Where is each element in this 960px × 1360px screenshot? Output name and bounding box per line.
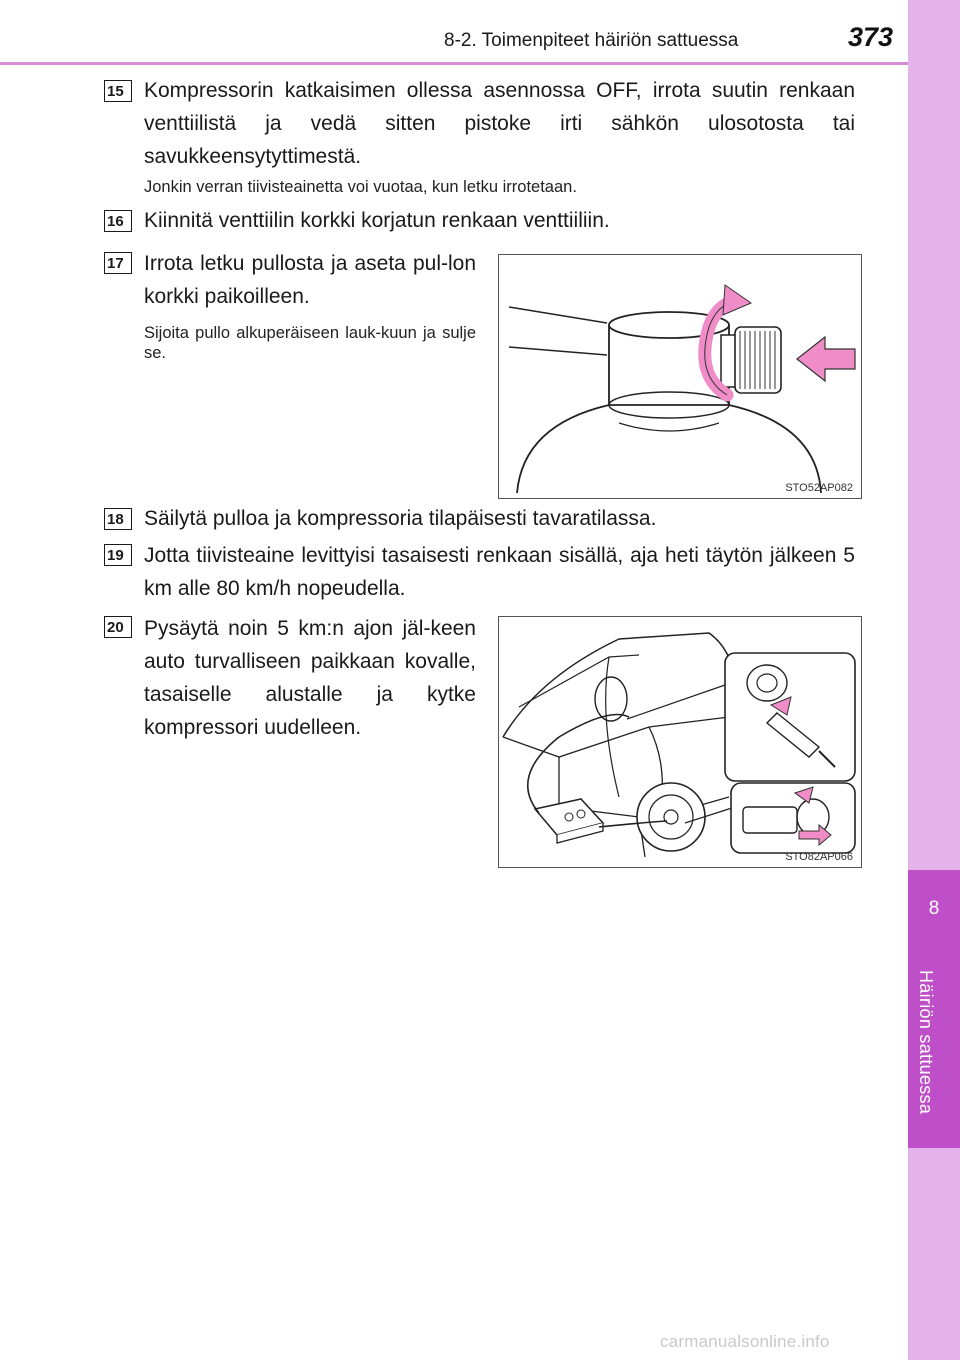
step-number-19: 19 <box>104 544 132 566</box>
bottle-cap-figure <box>498 254 862 499</box>
step-17-text: Irrota letku pullosta ja aseta pul-lon korkki paikoilleen. <box>144 252 476 308</box>
chapter-number: 8 <box>928 898 940 919</box>
step-number-18: 18 <box>104 508 132 530</box>
step-number-15: 15 <box>104 80 132 102</box>
chapter-title: Häiriön sattuessa <box>916 970 936 1115</box>
step-15-text: Kompressorin katkaisimen ollessa asennossa OFF, irrota suutin renkaan venttiilistä ja vedä sitten pistoke irti sähkön ulosotosta tai savukkeensytyttimestä. <box>144 79 855 168</box>
chapter-side-tab <box>908 0 960 1360</box>
step-16-text: Kiinnitä venttiilin korkki korjatun renkaan venttiiliin. <box>144 209 610 232</box>
header-divider <box>0 62 908 65</box>
page-number: 373 <box>848 22 894 52</box>
car-compressor-illustration <box>499 617 860 866</box>
bottle-cap-illustration <box>499 255 860 497</box>
step-17-note: Sijoita pullo alkuperäiseen lauk-kuun ja sulje se. <box>144 324 476 362</box>
figure-code: STO82AP066 <box>785 851 853 863</box>
step-15-note: Jonkin verran tiivisteainetta voi vuotaa, kun letku irrotetaan. <box>144 178 577 196</box>
step-number-20: 20 <box>104 616 132 638</box>
page-header <box>0 0 908 70</box>
car-compressor-figure <box>498 616 862 868</box>
step-number-16: 16 <box>104 210 132 232</box>
step-number-17: 17 <box>104 252 132 274</box>
watermark: carmanualsonline.info <box>660 1332 830 1351</box>
section-title: 8-2. Toimenpiteet häiriön sattuessa <box>444 30 739 51</box>
figure-code: STO52AP082 <box>785 482 853 494</box>
step-18-text: Säilytä pulloa ja kompressoria tilapäisesti tavaratilassa. <box>144 507 657 530</box>
chapter-marker <box>908 870 960 1148</box>
step-20-text: Pysäytä noin 5 km:n ajon jäl-keen auto turvalliseen paikkaan kovalle, tasaiselle alustalle ja kytke kompressori uudelleen. <box>144 617 476 739</box>
step-19-text: Jotta tiivisteaine levittyisi tasaisesti renkaan sisällä, aja heti täytön jälkeen 5 km alle 80 km/h nopeudella. <box>144 544 855 600</box>
